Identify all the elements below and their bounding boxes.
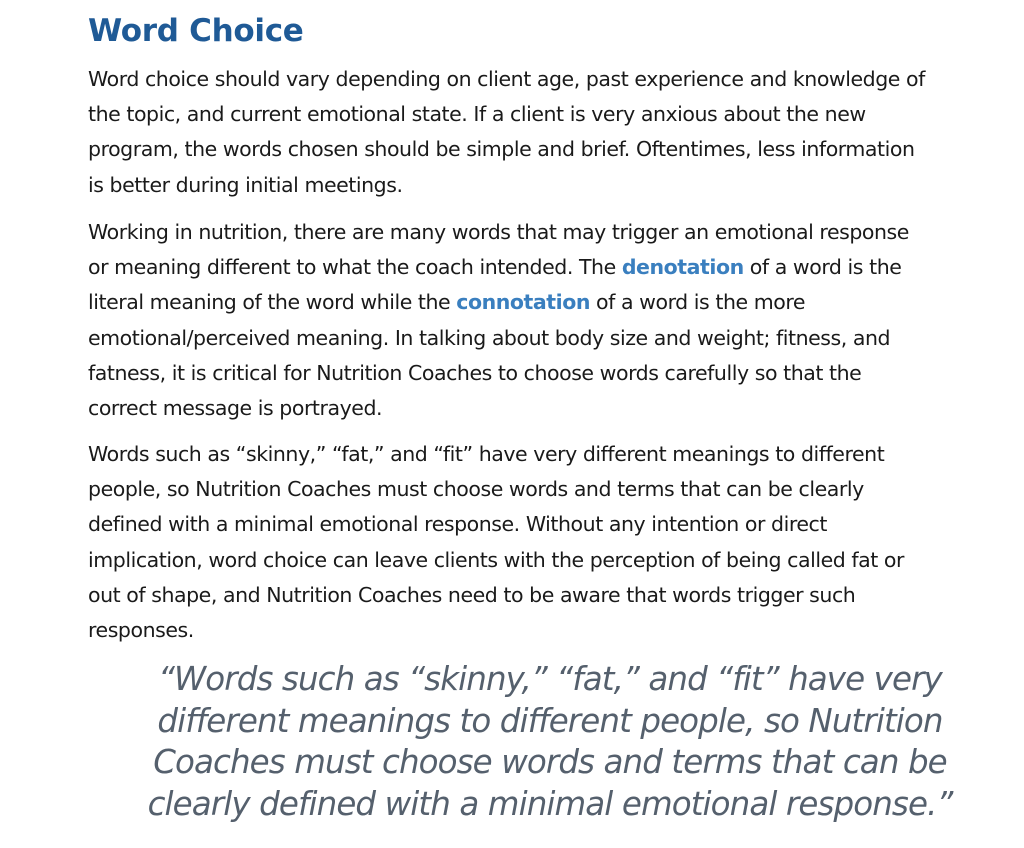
quote-line: different meanings to different people, so Nutrition [157,701,943,740]
paragraph-line: correct message is portrayed. [88,396,383,421]
paragraph-word-meanings [88,437,1024,648]
paragraph-line: the topic, and current emotional state. If a client is very anxious about the new [88,102,866,127]
paragraph-line: emotional/perceived meaning. In talking about body size and weight; fitness, and [88,325,891,350]
section-heading: Word Choice [88,13,304,49]
paragraph-line: Word choice should vary depending on client age, past experience and knowledge of [88,67,925,91]
paragraph-line: responses. [88,618,194,643]
quote-line: Coaches must choose words and terms that can be [153,743,947,781]
paragraph-line: implication, word choice can leave clients with the perception of being called fat or [88,547,904,572]
text-segment: literal meaning of the word while the [88,290,457,315]
paragraph-denotation-connotation [88,215,1024,426]
paragraph-line: people, so Nutrition Coaches must choose words and terms that can be clearly [88,477,864,502]
paragraph-line: is better during initial meetings. [88,172,403,197]
text-segment: of a word is the [743,255,902,280]
quote-line: “Words such as “skinny,” “fat,” and “fit” have very [158,660,942,698]
paragraph-line [88,285,1024,320]
paragraph-line: Working in nutrition, there are many words that may trigger an emotional response [88,220,909,244]
paragraph-line [88,250,1024,285]
paragraph-line: out of shape, and Nutrition Coaches need to be aware that words trigger such [88,582,856,607]
term-denotation: denotation [621,255,744,280]
paragraph-word-choice-intro [88,62,1024,203]
text-segment: of a word is the more [589,290,806,315]
paragraph-line: program, the words chosen should be simple and brief. Oftentimes, less information [88,137,915,162]
paragraph-line: defined with a minimal emotional response. Without any intention or direct [88,512,827,537]
paragraph-line: Words such as “skinny,” “fat,” and “fit” have very different meanings to different [88,442,885,466]
pull-quote [0,659,1024,825]
quote-line: clearly defined with a minimal emotional response.” [147,784,953,823]
term-connotation: connotation [456,290,590,315]
paragraph-line: fatness, it is critical for Nutrition Coaches to choose words carefully so that the [88,360,862,385]
text-segment: or meaning different to what the coach intended. The [88,255,622,280]
